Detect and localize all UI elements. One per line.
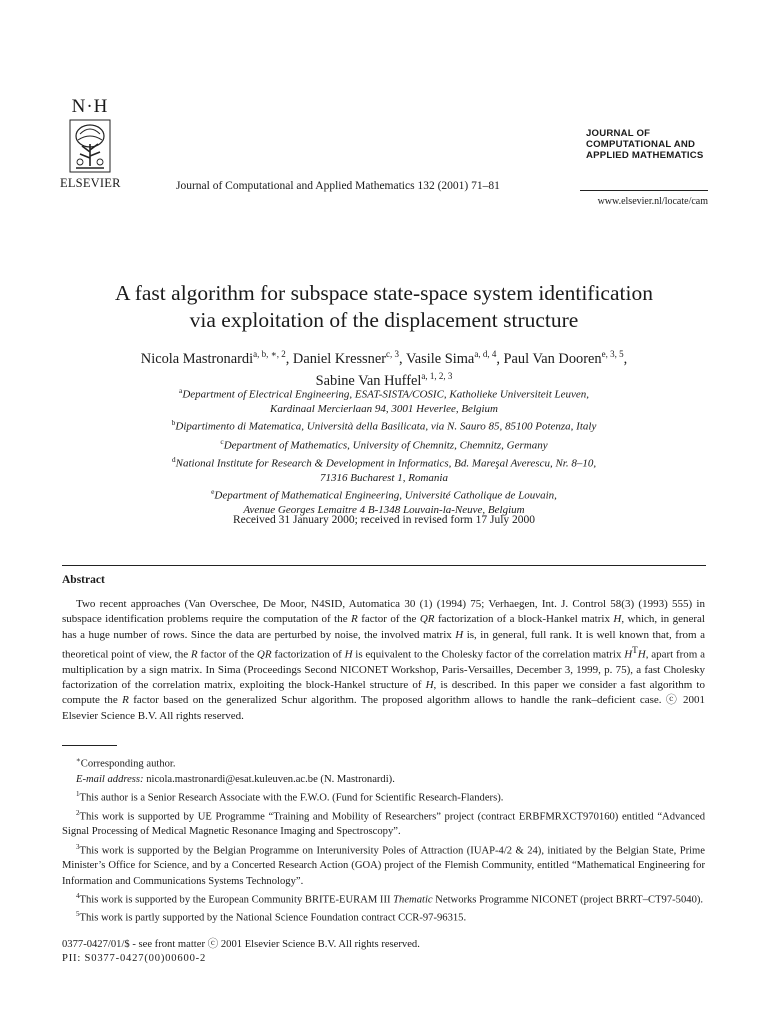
footnote bbox=[62, 753, 705, 772]
abstract-heading: Abstract bbox=[62, 574, 105, 586]
affiliation-line: National Institute for Research & Development in Informatics, Bd. Mareşal Averescu, Nr. 8–10, bbox=[175, 457, 597, 470]
affiliation-line: Department of Mathematics, University of Chemnitz, Chemnitz, Germany bbox=[223, 439, 548, 452]
text-run: This work is supported by UE Programme “Training and Mobility of Researchers” project (contract ERBFMRXCT970160) entitled “Advanced Signal Processing of Medical Magnetic Resonance Imaging and Spectroscopy”. bbox=[62, 811, 705, 838]
author-separator: , bbox=[496, 350, 504, 367]
footnote-mark: 1 bbox=[76, 789, 80, 798]
issn-line: 0377-0427/01/$ - see front matter ⓒ 2001 Elsevier Science B.V. All rights reserved. bbox=[62, 939, 420, 950]
journal-brand bbox=[586, 128, 711, 161]
text-run: is equivalent to the Cholesky factor of the correlation matrix bbox=[352, 648, 625, 661]
text-run: This work is supported by the European Community BRITE-EURAM III bbox=[79, 894, 394, 906]
text-run: Networks Programme NICONET (project BRRT–CT97-5040). bbox=[432, 894, 704, 906]
author-affiliation-mark: e, 3, 5 bbox=[601, 349, 624, 359]
text-run: This work is partly supported by the National Science Foundation contract CCR-97-96315. bbox=[79, 913, 467, 925]
journal-brand-line: APPLIED MATHEMATICS bbox=[586, 150, 704, 161]
journal-citation: Journal of Computational and Applied Mathematics 132 (2001) 71–81 bbox=[176, 180, 500, 192]
superscript-run: T bbox=[632, 644, 638, 655]
footnote-rule bbox=[62, 745, 117, 746]
affiliation-line: Avenue Georges Lemaitre 4 B-1348 Louvain-la-Neuve, Belgium bbox=[243, 504, 525, 517]
italic-run: H bbox=[613, 613, 622, 626]
header-rule bbox=[580, 190, 708, 191]
affiliation-line: Department of Electrical Engineering, ESAT-SISTA/COSIC, Katholieke Universiteit Leuven, bbox=[182, 388, 590, 401]
footnote bbox=[62, 772, 705, 787]
affiliation-line: 71316 Bucharest 1, Romania bbox=[320, 471, 448, 484]
title-line: via exploitation of the displacement structure bbox=[189, 308, 579, 332]
italic-run: R bbox=[190, 648, 198, 661]
author-separator: , bbox=[399, 350, 406, 367]
affiliation-key: c bbox=[220, 436, 224, 446]
author-name: Vasile Sima bbox=[405, 350, 475, 367]
page-footer bbox=[62, 938, 705, 967]
author-name: Nicola Mastronardi bbox=[140, 350, 254, 367]
text-run: factor based on the generalized Schur algorithm. The proposed algorithm allows to handle the rank–deficient case. ⓒ 2001 Elsevier Science B.V. All rights reserved. bbox=[62, 694, 705, 722]
text-run: factorization of a block-Hankel matrix bbox=[434, 613, 614, 626]
paper-title bbox=[40, 280, 728, 334]
affiliation-line: Kardinaal Mercierlaan 94, 3001 Heverlee, Belgium bbox=[270, 403, 498, 416]
italic-run: E-mail address: bbox=[76, 773, 144, 785]
footnote bbox=[62, 787, 705, 806]
author-affiliation-mark: a, b, ∗, 2 bbox=[253, 349, 286, 359]
text-run: nicola.mastronardi@esat.kuleuven.ac.be (N. Mastronardi). bbox=[143, 773, 395, 785]
author-name: Sabine Van Huffel bbox=[315, 372, 422, 389]
publisher-logo bbox=[60, 98, 120, 190]
affiliation-key: e bbox=[211, 487, 215, 497]
italic-run: QR bbox=[419, 613, 435, 626]
section-rule bbox=[62, 565, 706, 566]
footnote bbox=[62, 806, 705, 840]
text-run: , which, in general has a huge number of rows. Since the data are perturbed by noise, the involved matrix bbox=[62, 613, 705, 641]
author-affiliation-mark: a, 1, 2, 3 bbox=[421, 370, 453, 381]
footnote-mark: 3 bbox=[76, 842, 80, 851]
text-run: Corresponding author. bbox=[80, 758, 176, 770]
author-affiliation-mark: c, 3 bbox=[386, 349, 400, 359]
footnote-mark: 2 bbox=[76, 808, 80, 817]
elsevier-tree-icon bbox=[68, 118, 112, 174]
italic-run: QR bbox=[256, 648, 272, 661]
footnote bbox=[62, 907, 705, 926]
italic-run: H bbox=[425, 679, 434, 692]
text-run: , is described. In this paper we consider a fast algorithm to compute the bbox=[62, 679, 705, 707]
text-run: factor of the bbox=[357, 613, 420, 626]
abstract-text bbox=[62, 597, 705, 724]
italic-run: H bbox=[455, 628, 464, 641]
received-dates: Received 31 January 2000; received in revised form 17 July 2000 bbox=[232, 514, 536, 526]
footnote bbox=[62, 840, 705, 889]
footnote-mark: 4 bbox=[76, 891, 80, 900]
footnote-mark: 5 bbox=[76, 910, 80, 919]
italic-run: H bbox=[637, 648, 646, 661]
author-name: Daniel Kressner bbox=[292, 350, 387, 367]
affiliation-key: d bbox=[171, 454, 176, 464]
text-run: factorization of bbox=[271, 648, 345, 661]
affiliation-list bbox=[60, 384, 708, 518]
author-separator: , bbox=[623, 350, 628, 367]
footnote bbox=[62, 889, 705, 908]
text-run: Two recent approaches (Van Overschee, De Moor, N4SID, Automatica 30 (1) (1994) 75; Verhaegen, Int. J. Control 58(3) (1993) 555) in subspace identification problems require the computation of the bbox=[62, 598, 705, 626]
italic-run: Thematic bbox=[393, 894, 433, 906]
footnote-mark: ∗ bbox=[76, 756, 81, 764]
journal-brand-line: COMPUTATIONAL AND bbox=[586, 139, 696, 150]
journal-brand-line: JOURNAL OF bbox=[586, 128, 651, 139]
affiliation-key: b bbox=[171, 418, 176, 428]
italic-run: R bbox=[351, 613, 358, 626]
publisher-name: ELSEVIER bbox=[60, 176, 121, 190]
affiliation-line: Department of Mathematical Engineering, Université Catholique de Louvain, bbox=[214, 489, 557, 502]
text-run: This author is a Senior Research Associate with the F.W.O. (Fund for Scientific Research-Flanders). bbox=[79, 792, 504, 804]
text-run: is, in general, full rank. It is well known that, from a theoretical point of view, the bbox=[62, 628, 706, 661]
journal-url[interactable]: www.elsevier.nl/locate/cam bbox=[597, 196, 708, 207]
publisher-mark: N·H bbox=[71, 96, 109, 117]
footnotes bbox=[62, 753, 705, 926]
text-run: This work is supported by the Belgian Programme on Interuniversity Poles of Attraction (IUAP-4/2 & 24), initiated by the Belgian State, Prime Minister’s Office for Science, and by a Concerted Research Action (GOA) project of the Flemish Community, entitled “Mathematical Engineering for Information and Communications Systems Technology”. bbox=[62, 845, 705, 887]
text-run: factor of the bbox=[197, 648, 257, 661]
author-affiliation-mark: a, d, 4 bbox=[474, 349, 497, 359]
italic-run: R bbox=[122, 694, 129, 707]
italic-run: H bbox=[344, 648, 353, 661]
pii-line: PII: S0377-0427(00)00600-2 bbox=[62, 953, 207, 965]
text-run: , apart from a multiplication by a sign matrix. In Sima (Proceedings Second NICONET Workshop, Paris-Versailles, December 3, 1999, p. 75), a fast Cholesky factorization of the correlation matrix, exploiting the block-Hankel structure of bbox=[62, 648, 705, 692]
italic-run: H bbox=[624, 648, 633, 661]
author-separator: , bbox=[285, 350, 293, 367]
affiliation-key: a bbox=[178, 386, 183, 395]
author-name: Paul Van Dooren bbox=[503, 350, 602, 367]
affiliation-line: Dipartimento di Matematica, Università della Basilicata, via N. Sauro 85, 85100 Potenza, Italy bbox=[175, 421, 597, 434]
title-line: A fast algorithm for subspace state-space system identification bbox=[115, 281, 653, 305]
